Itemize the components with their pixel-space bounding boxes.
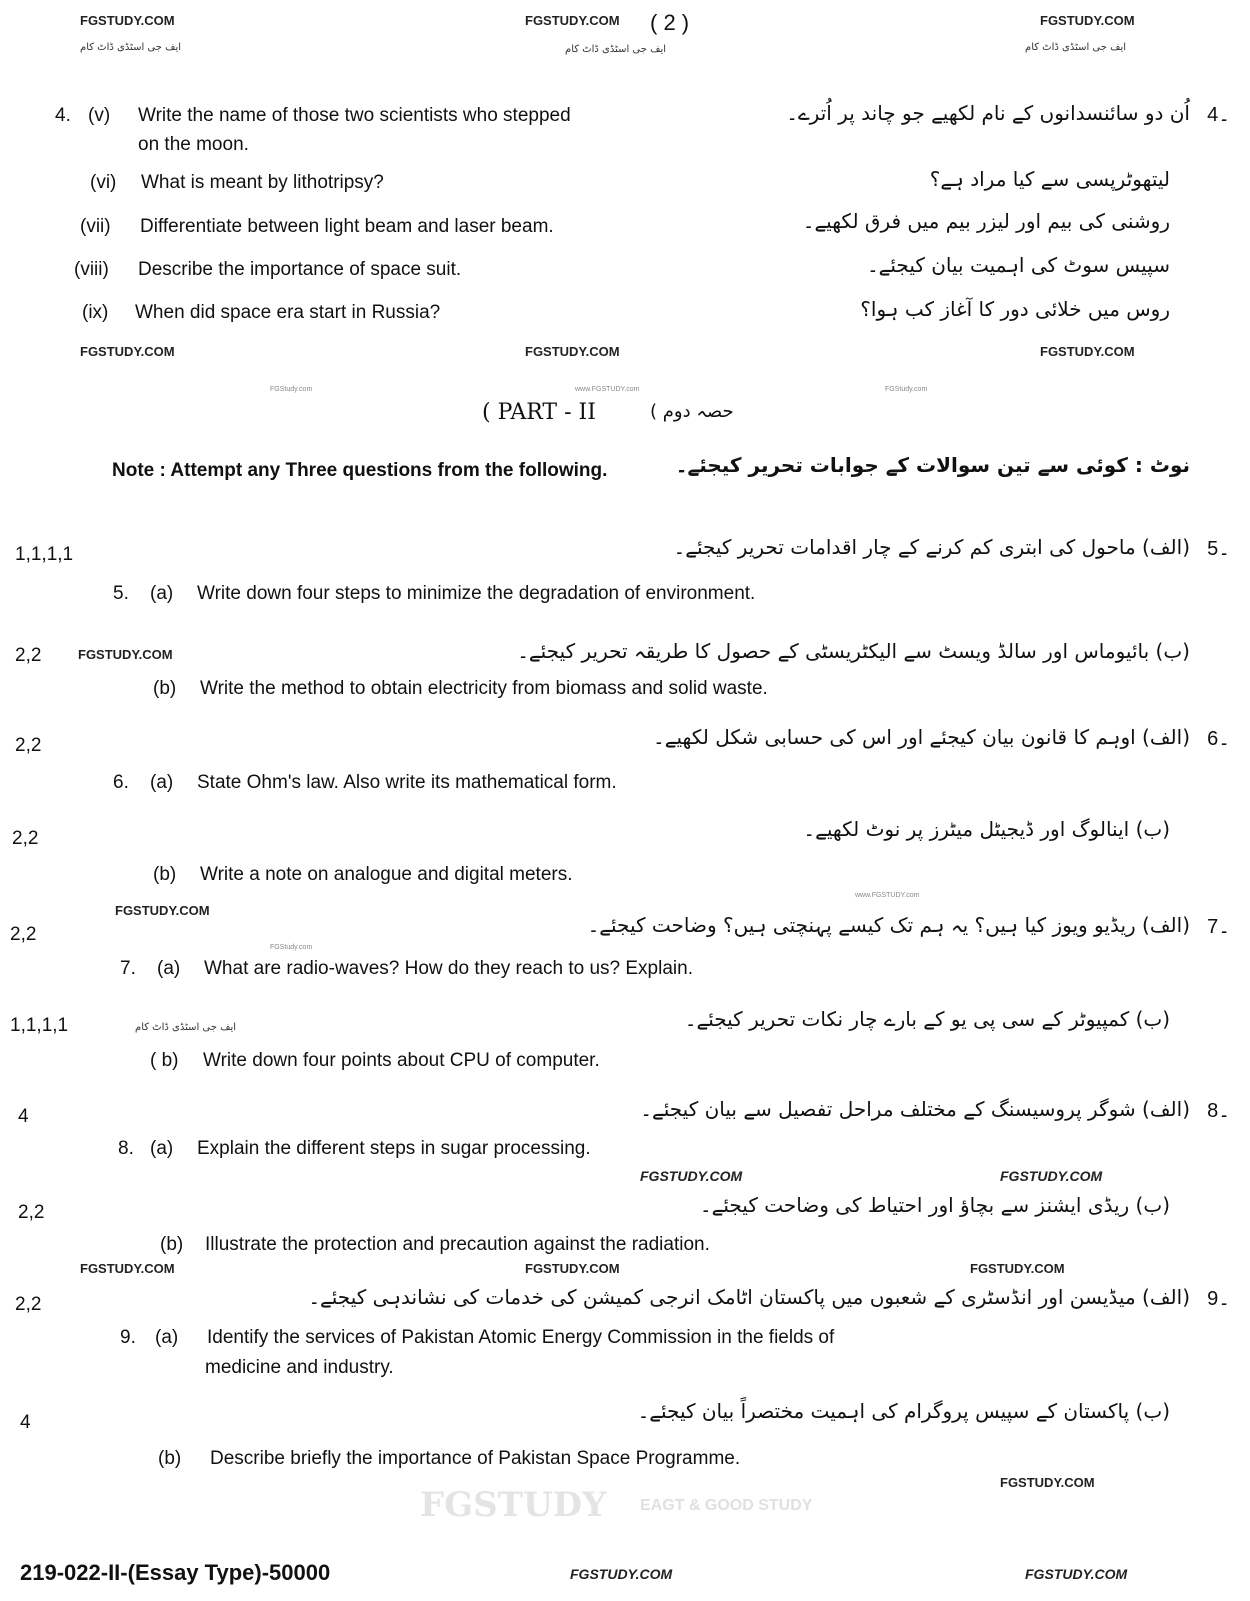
marks: 4	[18, 1106, 29, 1127]
watermark-site: FGSTUDY.COM	[970, 1261, 1065, 1276]
question-text-cont: on the moon.	[138, 134, 249, 155]
part-title: ( PART - II	[482, 400, 596, 425]
question-number-urdu: 7۔	[1207, 916, 1230, 938]
watermark-site: FGSTUDY.COM	[1000, 1168, 1103, 1184]
question-label: (a)	[150, 583, 174, 604]
watermark-small: FGStudy.com	[270, 386, 313, 393]
marks: 2,2	[15, 735, 42, 756]
watermark-site: FGSTUDY.COM	[1025, 1566, 1128, 1582]
watermark-small: www.FGSTUDY.com	[855, 892, 920, 899]
watermark-site: FGSTUDY.COM	[525, 344, 620, 359]
question-text: Describe briefly the importance of Pakistan Space Programme.	[210, 1448, 741, 1469]
question-text: When did space era start in Russia?	[135, 302, 441, 323]
watermark-site: FGSTUDY.COM	[570, 1566, 673, 1582]
question-number-urdu: 5۔	[1207, 538, 1230, 560]
watermark-site: FGSTUDY.COM	[115, 903, 210, 918]
question-text-urdu: روشنی کی بیم اور لیزر بیم میں فرق لکھیے۔	[802, 209, 1170, 233]
question-number-urdu: 6۔	[1207, 728, 1230, 750]
question-number: 4.	[55, 105, 71, 126]
question-text: Write down four points about CPU of computer.	[203, 1050, 600, 1071]
watermark-small: FGStudy.com	[270, 944, 313, 951]
part-title-urdu: حصہ دوم )	[650, 401, 734, 422]
watermark-site: FGSTUDY.COM	[80, 344, 175, 359]
background-watermark: FGSTUDY	[420, 1485, 607, 1525]
watermark-site: FGSTUDY.COM	[78, 647, 173, 662]
question-text-urdu: (الف) میڈیسن اور انڈسٹری کے شعبوں میں پاکستان اٹامک انرجی کمیشن کی خدمات کی نشاندہی کیجئے۔	[308, 1285, 1190, 1309]
question-label: (vi)	[90, 172, 117, 193]
question-text: Describe the importance of space suit.	[138, 259, 462, 280]
watermark-small: FGStudy.com	[885, 386, 928, 393]
question-label: (b)	[160, 1234, 184, 1255]
watermark-site-urdu: ایف جی اسٹڈی ڈاٹ کام	[1025, 42, 1127, 53]
watermark-small: www.FGSTUDY.com	[575, 386, 640, 393]
watermark-site: FGSTUDY.COM	[80, 1261, 175, 1276]
question-text-urdu: سپیس سوٹ کی اہمیت بیان کیجئے۔	[866, 253, 1170, 277]
question-label: (ix)	[82, 302, 109, 323]
question-text-urdu: (الف) ماحول کی ابتری کم کرنے کے چار اقدامات تحریر کیجئے۔	[673, 535, 1190, 559]
question-text-urdu: اُن دو سائنسدانوں کے نام لکھیے جو چاند پر اُترے۔	[786, 101, 1190, 125]
question-text-urdu: (ب) کمپیوٹر کے سی پی یو کے بارے چار نکات تحریر کیجئے۔	[684, 1007, 1170, 1031]
question-number: 8.	[118, 1138, 134, 1159]
watermark-site: FGSTUDY.COM	[640, 1168, 743, 1184]
marks: 2,2	[10, 924, 37, 945]
question-label: (a)	[150, 1138, 174, 1159]
background-watermark-slogan: EAGT & GOOD STUDY	[640, 1497, 813, 1514]
question-text: What is meant by lithotripsy?	[141, 172, 384, 193]
question-text-cont: medicine and industry.	[205, 1357, 394, 1378]
watermark-site: FGSTUDY.COM	[80, 13, 175, 28]
paper-code: 219-022-II-(Essay Type)-50000	[20, 1560, 331, 1585]
marks: 4	[20, 1412, 31, 1433]
watermark-site-urdu: ایف جی اسٹڈی ڈاٹ کام	[80, 42, 182, 53]
question-text-urdu: (الف) ریڈیو ویوز کیا ہیں؟ یہ ہم تک کیسے پہنچتی ہیں؟ وضاحت کیجئے۔	[587, 913, 1190, 937]
watermark-site: FGSTUDY.COM	[1040, 13, 1135, 28]
question-label: (b)	[153, 678, 177, 699]
question-label: (vii)	[80, 216, 111, 237]
question-label: (v)	[88, 105, 111, 126]
watermark-site: FGSTUDY.COM	[525, 1261, 620, 1276]
marks: 1,1,1,1	[15, 544, 74, 565]
question-label: (b)	[153, 864, 177, 885]
marks: 1,1,1,1	[10, 1015, 69, 1036]
question-text: State Ohm's law. Also write its mathematical form.	[197, 772, 617, 793]
question-text: Write down four steps to minimize the degradation of environment.	[197, 583, 756, 604]
question-label: (a)	[150, 772, 174, 793]
question-text: Write the name of those two scientists who stepped	[138, 105, 571, 126]
watermark-site: FGSTUDY.COM	[1000, 1475, 1095, 1490]
question-label: (viii)	[74, 259, 109, 280]
question-text: Write a note on analogue and digital meters.	[200, 864, 573, 885]
marks: 2,2	[18, 1202, 45, 1223]
marks: 2,2	[15, 645, 42, 666]
watermark-site-urdu: ایف جی اسٹڈی ڈاٹ کام	[135, 1022, 237, 1033]
question-number-urdu: 9۔	[1207, 1288, 1230, 1310]
question-text-urdu: (ب) اینالوگ اور ڈیجیٹل میٹرز پر نوٹ لکھیے۔	[803, 817, 1170, 841]
question-label: (b)	[158, 1448, 182, 1469]
question-label: (a)	[155, 1327, 179, 1348]
question-text: Identify the services of Pakistan Atomic Energy Commission in the fields of	[207, 1327, 835, 1348]
question-text-urdu: (ب) ریڈی ایشنز سے بچاؤ اور احتیاط کی وضاحت کیجئے۔	[699, 1193, 1170, 1217]
watermark-site: FGSTUDY.COM	[1040, 344, 1135, 359]
marks: 2,2	[12, 828, 39, 849]
question-text: Illustrate the protection and precaution against the radiation.	[205, 1234, 710, 1255]
page-number: ( 2 )	[650, 10, 690, 35]
watermark-site: FGSTUDY.COM	[525, 13, 620, 28]
question-text-urdu: (الف) اوہم کا قانون بیان کیجئے اور اس کی حسابی شکل لکھیے۔	[653, 725, 1190, 749]
question-text-urdu: (الف) شوگر پروسیسنگ کے مختلف مراحل تفصیل سے بیان کیجئے۔	[640, 1097, 1190, 1121]
question-number-urdu: 4۔	[1207, 104, 1230, 126]
question-text: Write the method to obtain electricity from biomass and solid waste.	[200, 678, 768, 699]
question-label: (a)	[157, 958, 181, 979]
question-number: 7.	[120, 958, 136, 979]
question-text-urdu: (ب) بائیوماس اور سالڈ ویسٹ سے الیکٹریسٹی کے حصول کا طریقہ تحریر کیجئے۔	[517, 639, 1190, 663]
question-text-urdu: لیتھوٹرپسی سے کیا مراد ہے؟	[929, 167, 1170, 191]
question-text: Differentiate between light beam and laser beam.	[140, 216, 554, 237]
marks: 2,2	[15, 1294, 42, 1315]
question-number: 5.	[113, 583, 129, 604]
note-urdu: نوٹ : کوئی سے تین سوالات کے جوابات تحریر کیجئے۔	[675, 453, 1190, 477]
question-text: Explain the different steps in sugar processing.	[197, 1138, 591, 1159]
question-number: 6.	[113, 772, 129, 793]
question-label: ( b)	[150, 1050, 179, 1071]
question-number: 9.	[120, 1327, 136, 1348]
question-text-urdu: روس میں خلائی دور کا آغاز کب ہوا؟	[860, 297, 1170, 321]
watermark-site-urdu: ایف جی اسٹڈی ڈاٹ کام	[565, 44, 667, 55]
note: Note : Attempt any Three questions from the following.	[112, 460, 608, 481]
question-text-urdu: (ب) پاکستان کے سپیس پروگرام کی اہمیت مختصراً بیان کیجئے۔	[637, 1399, 1170, 1423]
question-number-urdu: 8۔	[1207, 1100, 1230, 1122]
question-text: What are radio-waves? How do they reach to us? Explain.	[204, 958, 693, 979]
